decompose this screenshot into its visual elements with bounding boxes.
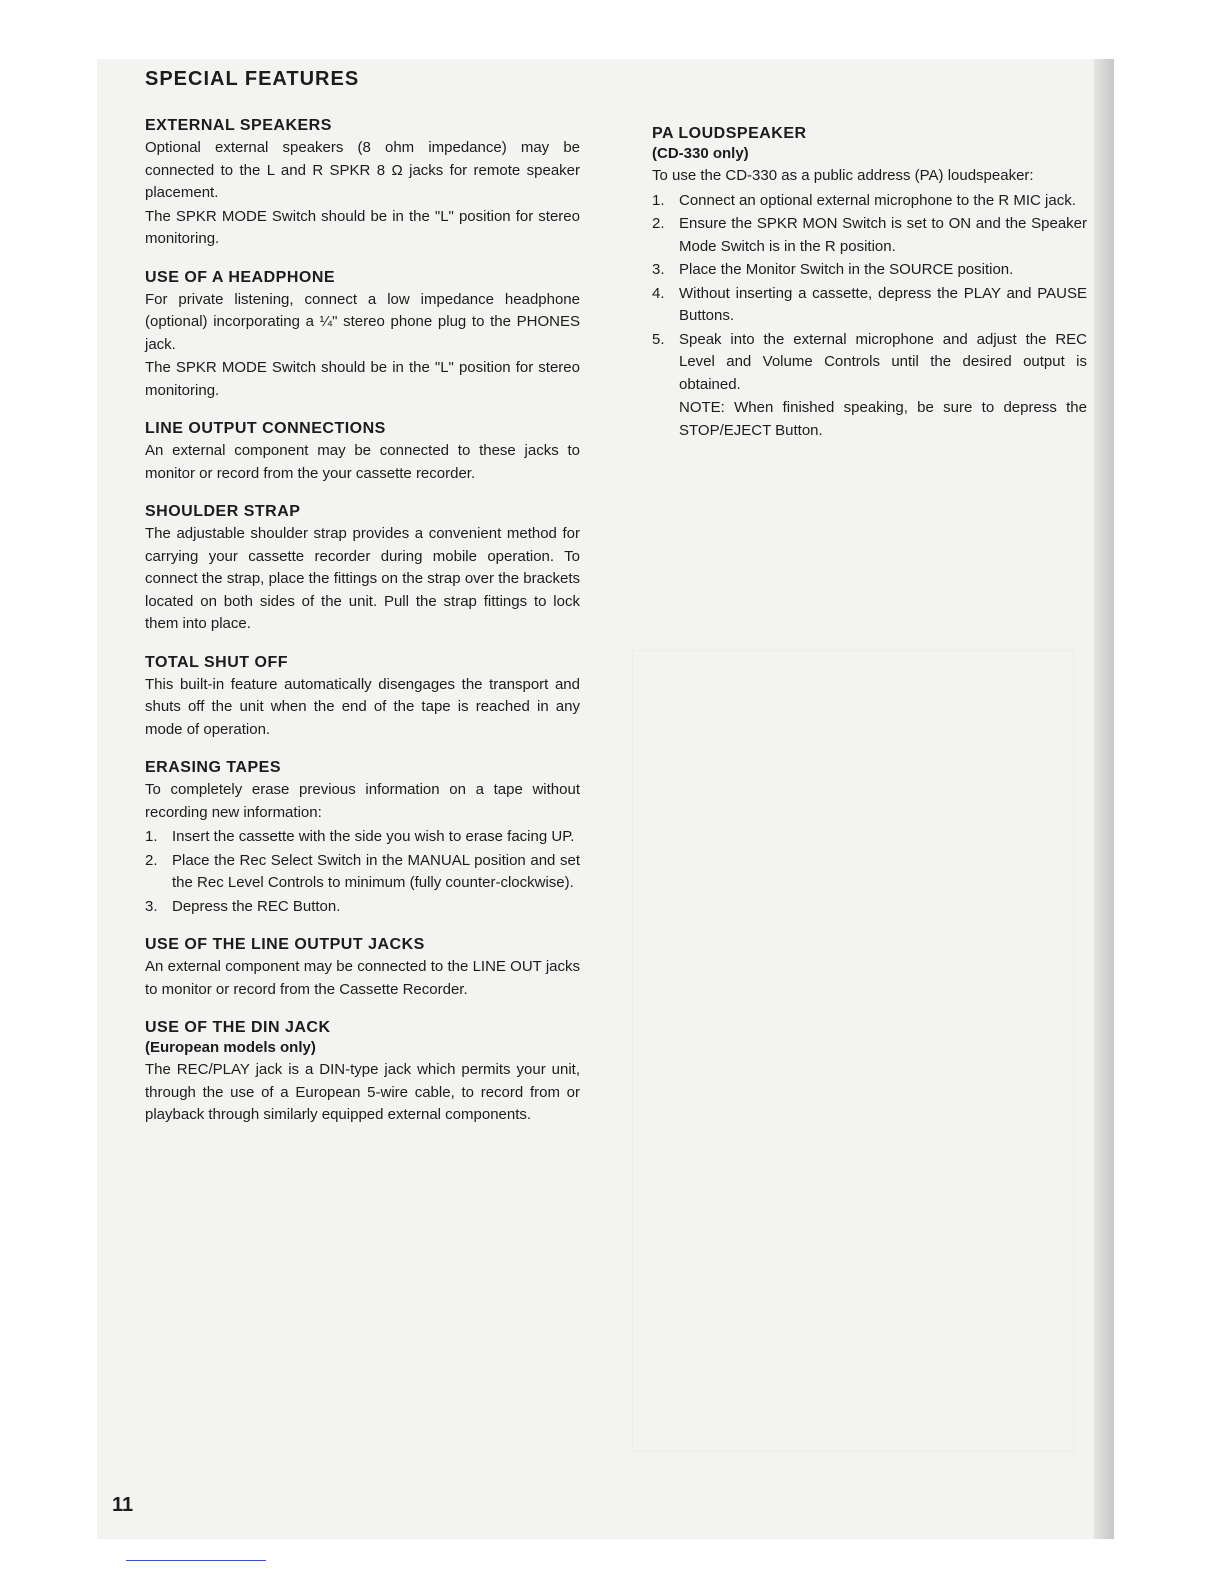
step-text: Speak into the external microphone and adjust the REC Level and Volume Controls until the desired output is obtained. <box>679 330 1087 393</box>
section-heading: USE OF A HEADPHONE <box>145 268 336 286</box>
list-item <box>647 329 1087 397</box>
list-item <box>647 259 1087 282</box>
section-subheading: (European models only) <box>145 1039 316 1056</box>
section-heading: PA LOUDSPEAKER <box>652 125 807 142</box>
pa-steps-list <box>647 190 1087 397</box>
page-number: 11 <box>112 1494 134 1516</box>
step-number: 5. <box>652 330 665 348</box>
erasing-steps-list <box>140 826 580 918</box>
step-text: Insert the cassette with the side you wish to erase facing UP. <box>172 828 575 845</box>
section-line-output <box>140 420 580 485</box>
paragraph: The SPKR MODE Switch should be in the "L" position for stereo monitoring. <box>145 207 580 247</box>
section-din-jack <box>140 1019 580 1127</box>
bleed-through-figure <box>632 650 1074 1452</box>
section-heading: ERASING TAPES <box>145 759 281 776</box>
bottom-rule <box>126 1560 266 1561</box>
left-column <box>140 68 580 1145</box>
section-heading: LINE OUTPUT CONNECTIONS <box>145 420 386 437</box>
page-title: SPECIAL FEATURES <box>145 68 360 90</box>
section-pa-loudspeaker <box>647 125 1087 442</box>
list-item <box>647 213 1087 258</box>
paragraph: For private listening, connect a low impedance headphone (optional) incorporating a ¼" stereo phone plug to the PHONES jack. <box>145 290 580 353</box>
step-number: 4. <box>652 284 665 302</box>
list-item <box>647 283 1087 328</box>
section-subheading: (CD-330 only) <box>652 145 749 162</box>
step-number: 1. <box>145 828 158 845</box>
section-total-shut-off <box>140 654 580 742</box>
paragraph: To completely erase previous information on a tape without recording new information: <box>145 781 580 821</box>
section-erasing-tapes <box>140 759 580 918</box>
step-number: 3. <box>145 897 158 915</box>
list-item <box>140 896 580 919</box>
step-number: 3. <box>652 261 665 278</box>
paragraph: An external component may be connected to these jacks to monitor or record from the your cassette recorder. <box>145 442 580 482</box>
list-item <box>140 850 580 895</box>
section-headphone <box>140 269 580 403</box>
list-item <box>647 190 1087 213</box>
section-line-output-jacks <box>140 936 580 1001</box>
step-text: Connect an optional external microphone to the R MIC jack. <box>679 191 1076 209</box>
step-text: Without inserting a cassette, depress the PLAY and PAUSE Buttons. <box>679 284 1087 324</box>
paragraph: The REC/PLAY jack is a DIN-type jack which permits your unit, through the use of a European 5-wire cable, to record from or playback through similarly equipped external components. <box>145 1061 580 1123</box>
section-external-speakers <box>140 117 580 251</box>
paragraph: The adjustable shoulder strap provides a convenient method for carrying your cassette recorder during mobile operation. To connect the strap, place the fittings on the strap over the brackets located on both sides of the unit. Pull the strap fittings to lock them into place. <box>145 525 580 632</box>
section-shoulder-strap <box>140 503 580 636</box>
section-heading: EXTERNAL SPEAKERS <box>145 117 332 134</box>
section-heading: SHOULDER STRAP <box>145 503 301 520</box>
step-text: Place the Rec Select Switch in the MANUAL position and set the Rec Level Controls to minimum (fully counter-clockwise). <box>172 851 580 891</box>
paragraph: Optional external speakers (8 ohm impedance) may be connected to the L and R SPKR 8 Ω jacks for remote speaker placement. <box>145 139 580 201</box>
step-text: Ensure the SPKR MON Switch is set to ON and the Speaker Mode Switch is in the R position. <box>679 215 1087 255</box>
step-text: Depress the REC Button. <box>172 897 341 915</box>
list-item <box>140 826 580 849</box>
step-text: Place the Monitor Switch in the SOURCE position. <box>679 261 1014 278</box>
right-column <box>647 125 1087 460</box>
paragraph: This built-in feature automatically disengages the transport and shuts off the unit when the end of the tape is reached in any mode of operation. <box>145 675 580 738</box>
step-number: 2. <box>652 215 665 232</box>
section-heading: USE OF THE DIN JACK <box>145 1019 331 1036</box>
section-heading: TOTAL SHUT OFF <box>145 653 288 671</box>
page-edge-shadow <box>1094 59 1114 1539</box>
paragraph: An external component may be connected to the LINE OUT jacks to monitor or record from the Cassette Recorder. <box>145 958 580 998</box>
paragraph: The SPKR MODE Switch should be in the "L" position for stereo monitoring. <box>145 359 580 399</box>
section-heading: USE OF THE LINE OUTPUT JACKS <box>145 936 425 953</box>
note-text: NOTE: When finished speaking, be sure to depress the STOP/EJECT Button. <box>679 399 1087 439</box>
step-number: 1. <box>652 191 665 209</box>
paragraph: To use the CD-330 as a public address (PA) loudspeaker: <box>652 167 1034 184</box>
step-number: 2. <box>145 851 158 869</box>
